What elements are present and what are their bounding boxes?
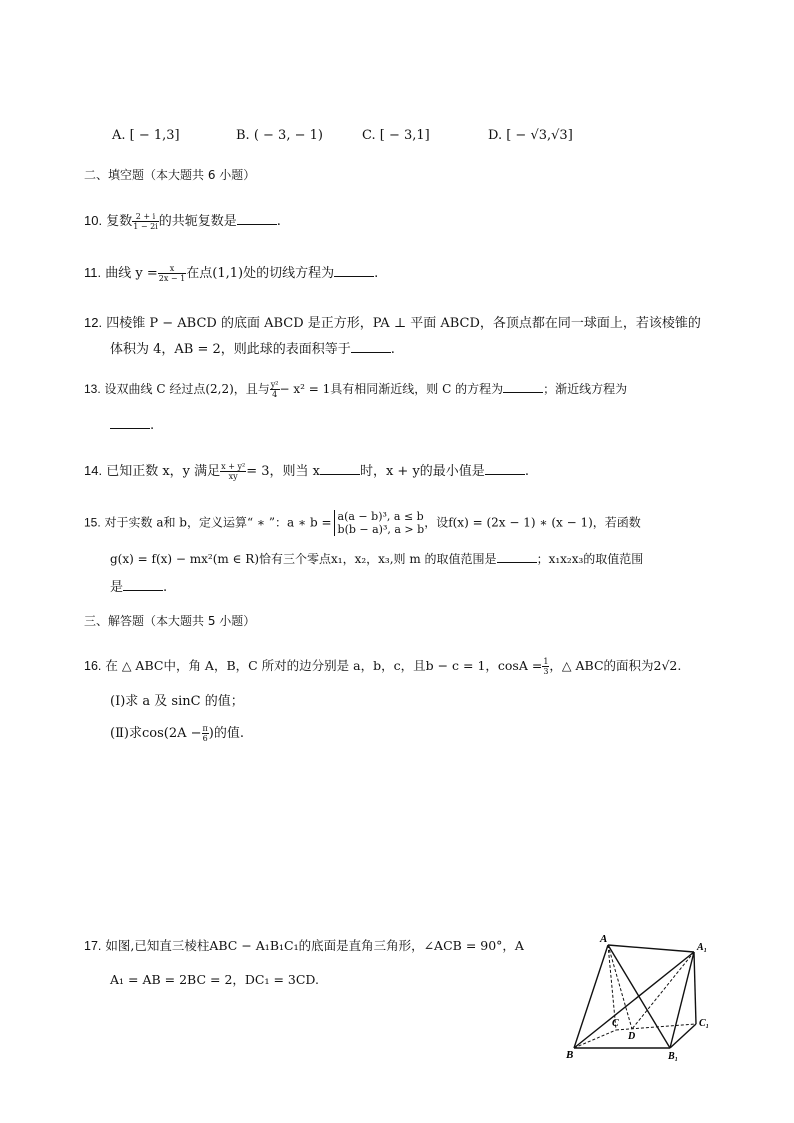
question-15 — [84, 510, 641, 536]
q14-fraction — [220, 462, 246, 481]
q13-post: − x² = 1具有相同渐近线，则 C 的方程为 — [279, 382, 504, 396]
q15-end: . — [163, 580, 168, 595]
q13-number: 13. — [84, 382, 101, 396]
q14-pre: 已知正数 x，y 满足 — [106, 464, 221, 479]
q15-line3: 是 — [110, 580, 124, 595]
q13-pre: 设双曲线 C 经过点(2,2)，且与 — [104, 382, 270, 396]
q13-blank-2 — [110, 416, 150, 429]
question-12-line2 — [110, 338, 395, 357]
q15-case2: b(b − a)³, a > b — [337, 523, 425, 536]
q14-frac-den: xy — [228, 472, 238, 481]
q10-frac-den: 1 − 2i — [133, 222, 158, 231]
label-a: A — [600, 933, 608, 945]
label-d: D — [628, 1031, 636, 1042]
question-11 — [84, 262, 378, 283]
q16-p2-post: )的值. — [208, 726, 244, 741]
q14-mid: 时，x + y的最小值是 — [359, 464, 485, 479]
q15-number: 15. — [84, 515, 101, 530]
question-15-line3 — [110, 576, 167, 595]
label-b1: B₁ — [668, 1051, 679, 1062]
question-13 — [84, 380, 627, 399]
q15-post: ，设f(x) = (2x − 1) ∗ (x − 1)，若函数 — [424, 515, 641, 530]
q10-pre: 复数 — [106, 214, 133, 229]
q17-number: 17. — [84, 939, 102, 953]
section-answer-heading: 三、解答题（本大题共 5 小题） — [84, 614, 256, 628]
q10-fraction — [132, 212, 159, 231]
q17-line1: 如图,已知直三棱柱ABC − A₁B₁C₁的底面是直角三角形，∠ACB = 90°，A — [105, 938, 524, 953]
q11-frac-num: x — [158, 264, 186, 274]
q15-piecewise — [334, 510, 425, 536]
q16-part1: (Ⅰ)求 a 及 sinC 的值； — [110, 694, 244, 709]
q16-part2 — [110, 722, 244, 743]
q14-end: . — [524, 464, 529, 479]
q14-frac-num: x + y² — [221, 462, 246, 471]
q13-mid: ；渐近线方程为 — [543, 382, 628, 396]
question-16 — [84, 656, 681, 676]
q15-blank-1 — [497, 550, 537, 563]
q11-end: . — [374, 266, 379, 281]
q15-case1: a(a − b)³, a ≤ b — [337, 510, 424, 523]
question-12 — [84, 312, 701, 331]
q12-end: . — [390, 342, 395, 357]
q12-line1: 四棱锥 P − ABCD 的底面 ABCD 是正方形，PA ⊥ 平面 ABCD，各顶点都在同一球面上，若该棱锥的 — [106, 316, 701, 331]
choice-a: A. [ − 1,3] — [112, 128, 180, 143]
question-13-line2 — [110, 416, 154, 433]
q12-number: 12. — [84, 315, 103, 330]
answer-choices — [0, 128, 794, 146]
q11-pre: 曲线 y = — [105, 266, 158, 281]
q14-blank-2 — [485, 462, 525, 475]
q14-post: = 3，则当 x — [246, 464, 320, 479]
q13-fraction — [270, 380, 280, 399]
q10-frac-num: 2 + i — [132, 212, 159, 222]
q16-p2-fraction — [202, 724, 209, 743]
q15-line2: g(x) = f(x) − mx²(m ∈ R)恰有三个零点x₁，x₂，x₃,则 m 的取值范围是 — [110, 552, 497, 566]
q16-frac-num: 1 — [543, 657, 549, 666]
q11-frac-den: 2x − 1 — [158, 274, 186, 283]
label-c: C — [612, 1018, 619, 1029]
q15-blank-2 — [123, 578, 163, 591]
section-fill-heading: 二、填空题（本大题共 6 小题） — [84, 168, 256, 182]
choice-d: D. [ − √3,√3] — [488, 128, 573, 143]
question-14 — [84, 460, 529, 481]
label-b: B — [566, 1049, 574, 1061]
q11-fraction — [158, 264, 186, 283]
q16-pre: 在 △ ABC中，角 A，B，C 所对的边分别是 a，b，c，且b − c = 1，cosA = — [105, 658, 543, 673]
q16-post: ，△ ABC的面积为2√2. — [549, 658, 682, 673]
q11-post: 在点(1,1)处的切线方程为 — [186, 266, 335, 281]
q10-number: 10. — [84, 213, 103, 228]
q13-blank-1 — [503, 380, 543, 393]
q16-p2-num: π — [202, 724, 208, 733]
q11-blank — [334, 264, 374, 277]
question-17 — [84, 936, 524, 954]
q13-frac-den: 4 — [272, 390, 278, 399]
choice-b: B. ( − 3, − 1) — [236, 128, 323, 143]
q16-p2-den: 6 — [202, 734, 208, 743]
label-c1: C₁ — [699, 1018, 710, 1029]
q12-blank — [351, 340, 391, 353]
q13-end: . — [150, 418, 155, 433]
q17-line2: A₁ = AB = 2BC = 2，DC₁ = 3CD. — [110, 972, 319, 987]
q13-frac-num: y² — [270, 380, 279, 389]
q14-blank-1 — [320, 462, 360, 475]
q11-number: 11. — [84, 265, 102, 280]
q10-end: . — [276, 214, 281, 229]
q12-line2: 体积为 4，AB = 2，则此球的表面积等于 — [110, 342, 351, 357]
label-a1: A₁ — [697, 942, 708, 953]
question-10 — [84, 210, 281, 231]
q14-number: 14. — [84, 463, 103, 478]
q16-frac-den: 3 — [543, 667, 549, 676]
q15-pre: 对于实数 a和 b，定义运算“ ∗ ”：a ∗ b = — [104, 515, 332, 530]
choice-c: C. [ − 3,1] — [362, 128, 430, 143]
q15-line2b: ；x₁x₂x₃的取值范围 — [536, 552, 644, 566]
q16-p2-pre: (Ⅱ)求cos(2A − — [110, 726, 202, 741]
question-15-line2 — [110, 550, 643, 567]
q10-post: 的共轭复数是 — [158, 214, 237, 229]
prism-figure — [560, 930, 720, 1065]
q10-blank — [237, 212, 277, 225]
q16-number: 16. — [84, 659, 102, 673]
